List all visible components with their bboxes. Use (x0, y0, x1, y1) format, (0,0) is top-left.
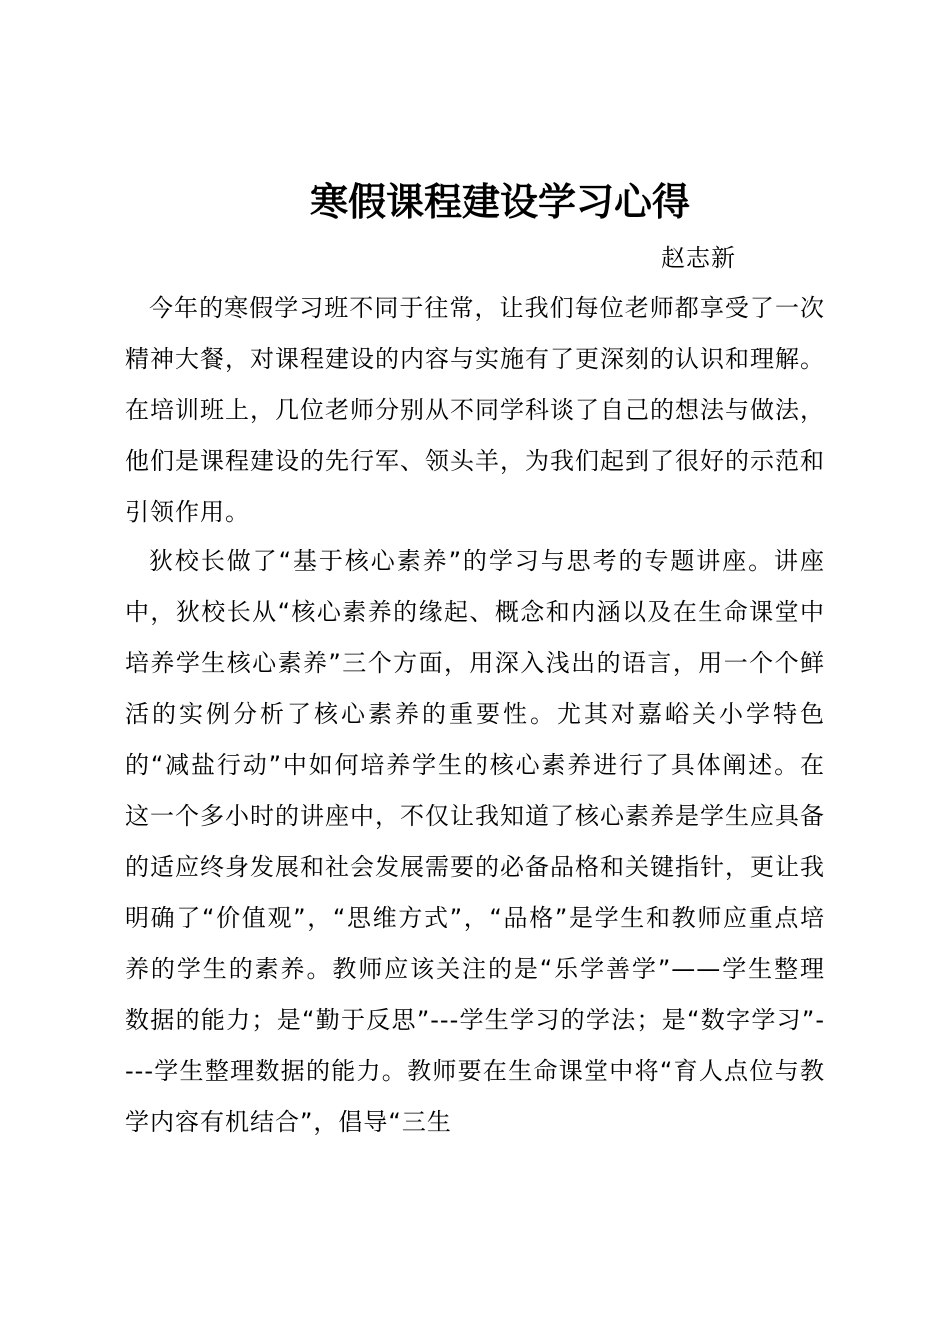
document-title: 寒假课程建设学习心得 (309, 179, 690, 224)
paragraph-2: 狄校长做了“基于核心素养”的学习与思考的专题讲座。讲座中，狄校长从“核心素养的缘起、概念和内涵以及在生命课堂中培养学生核心素养”三个方面，用深入浅出的语言，用一个个鲜活的实例分析了核心素养的重要性。尤其对嘉峪关小学特色的“减盐行动”中如何培养学生的核心素养进行了具体阐述。在这一个多小时的讲座中，不仅让我知道了核心素养是学生应具备的适应终身发展和社会发展需要的必备品格和关键指针，更让我明确了“价值观”，“思维方式”，“品格”是学生和教师应重点培养的学生的素养。教师应该关注的是“乐学善学”——学生整理数据的能力；是“勤于反思”---学生学习的学法；是“数字学习”----学生整理数据的能力。教师要在生命课堂中将“育人点位与教学内容有机结合”，倡导“三生 (125, 547, 825, 1136)
document-author: 赵志新 (661, 244, 736, 272)
paragraph-1: 今年的寒假学习班不同于往常，让我们每位老师都享受了一次精神大餐，对课程建设的内容与实施有了更深刻的认识和理解。在培训班上，几位老师分别从不同学科谈了自己的想法与做法，他们是课程建设的先行军、领头羊，为我们起到了很好的示范和引领作用。 (125, 294, 825, 526)
